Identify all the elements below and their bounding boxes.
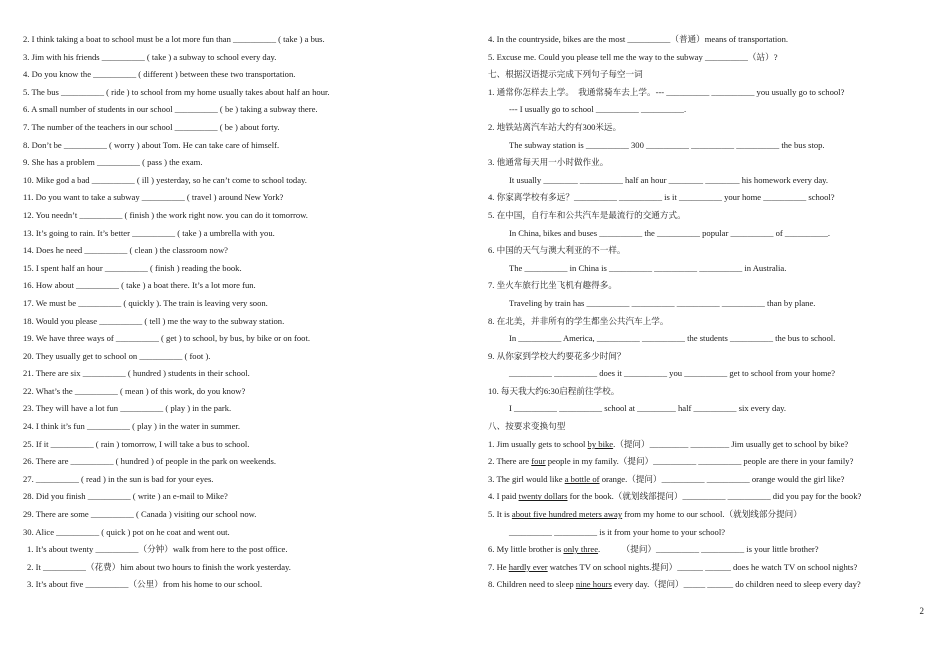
exercise-line (488, 207, 936, 225)
exercise-line (488, 31, 936, 49)
line-text: 13. It’s going to rain. It’s better __________ ( take ) a umbrella with you. (23, 227, 275, 238)
underlined-phrase: nine hours (575, 579, 612, 590)
exercise-line (23, 400, 463, 418)
line-text: 4. 你家离学校有多远？__________ __________ is it __________ your home __________ school? (488, 192, 835, 203)
line-text: 29. There are some __________ ( Canada ) visiting our school now. (23, 509, 257, 520)
exercise-line (488, 436, 936, 454)
exercise-line (23, 172, 463, 190)
line-text: . （提问）__________ __________ is your little brother? (598, 544, 819, 555)
line-text: 3. The girl would like (488, 473, 565, 484)
line-text: The subway station is __________ 300 __________ __________ __________ the bus stop. (509, 139, 825, 150)
line-text: --- I usually go to school __________ __________. (509, 104, 687, 115)
exercise-line (488, 225, 936, 243)
exercise-line (23, 225, 463, 243)
line-text: 1. Jim usually gets to school (488, 438, 588, 449)
exercise-line (23, 189, 463, 207)
underlined-phrase: a bottle of (564, 473, 600, 484)
exercise-line (23, 119, 463, 137)
line-text: watches TV on school nights.提问）______ ______ does he watch TV on school nights? (547, 561, 858, 572)
exercise-line (23, 154, 463, 172)
line-text: 27. __________ ( read ) in the sun is bad for your eyes. (23, 473, 214, 484)
line-text: 1. 通常你怎样去上学。 我通常骑车去上学。--- __________ __________ you usually go to school? (488, 86, 845, 97)
line-text: 2. There are (488, 456, 532, 467)
line-text: people in my family.（提问）__________ __________ people are there in your family? (545, 456, 854, 467)
line-text: 5. The bus __________ ( ride ) to school from my home usually takes about half an hour. (23, 86, 330, 97)
line-text: 23. They will have a lot fun __________ ( play ) in the park. (23, 403, 232, 414)
line-text: 22. What’s the __________ ( mean ) of this work, do you know? (23, 385, 246, 396)
line-text: 5. It is (488, 509, 512, 520)
exercise-line (23, 313, 463, 331)
line-text: In China, bikes and buses __________ the __________ popular __________ of __________. (509, 227, 831, 238)
line-text: 3. 他通常每天用一小时做作业。 (488, 157, 609, 168)
exercise-line (23, 453, 463, 471)
exercise-line (488, 348, 936, 366)
exercise-line (488, 154, 936, 172)
line-text: 2. I think taking a boat to school must be a lot more fun than __________ ( take ) a bus. (23, 34, 325, 44)
line-text: 3. It’s about five __________（公里）from his home to our school. (27, 579, 263, 590)
exercise-line (488, 242, 936, 260)
underlined-phrase: about five hundred meters away (511, 509, 623, 520)
line-text: 4. Do you know the __________ ( different ) between these two transportation. (23, 69, 296, 80)
exercise-line (488, 330, 936, 348)
line-text: 4. I paid (488, 491, 519, 502)
line-text: 18. Would you please __________ ( tell ) me the way to the subway station. (23, 315, 285, 326)
exercise-line (23, 330, 463, 348)
line-text: 28. Did you finish __________ ( write ) an e-mail to Mike? (23, 491, 228, 502)
exercise-line (488, 84, 936, 102)
line-text: 10. Mike god a bad __________ ( ill ) yesterday, so he can’t come to school today. (23, 174, 307, 185)
exercise-line (488, 172, 936, 190)
line-text: 2. 地铁站离汽车站大约有300米远。 (488, 121, 622, 132)
exercise-line (488, 400, 936, 418)
exercise-line (23, 365, 463, 383)
line-text: 7. He (488, 561, 509, 572)
line-text: In __________ America, __________ __________ the students __________ the bus to school. (509, 333, 836, 344)
line-text: 17. We must be __________ ( quickly ). The train is leaving very soon. (23, 297, 268, 308)
exercise-line (488, 576, 936, 594)
exercise-line (23, 49, 463, 67)
line-text: __________ __________ is it from your home to your school? (509, 526, 726, 537)
line-text: 12. You needn’t __________ ( finish ) the work right now. you can do it tomorrow. (23, 209, 308, 220)
line-text: 20. They usually get to school on __________ ( foot ). (23, 350, 211, 361)
exercise-line (23, 101, 463, 119)
exercise-line (488, 418, 936, 436)
exercise-line (23, 488, 463, 506)
page-number: 2 (919, 606, 924, 616)
exercise-line (488, 260, 936, 278)
exercise-line (23, 207, 463, 225)
line-text: 9. She has a problem __________ ( pass ) the exam. (23, 157, 203, 168)
line-text: 25. If it __________ ( rain ) tomorrow, I will take a bus to school. (23, 438, 250, 449)
line-text: 6. My little brother is (488, 544, 564, 555)
right-column (488, 31, 936, 594)
line-text: 19. We have three ways of __________ ( get ) to school, by bus, by bike or on foot. (23, 333, 310, 344)
line-text: 1. It’s about twenty __________（分钟）walk from here to the post office. (27, 544, 288, 555)
underlined-phrase: twenty dollars (518, 491, 568, 502)
exercise-line (23, 137, 463, 155)
line-text: 8. 在北美，并非所有的学生都坐公共汽车上学。 (488, 315, 669, 326)
exercise-line (488, 383, 936, 401)
line-text: 7. 坐火车旅行比坐飞机有趣得多。 (488, 280, 617, 291)
line-text: The __________ in China is __________ __________ __________ in Australia. (509, 262, 787, 273)
line-text: 10. 每天我大约6:30启程前往学校。 (488, 385, 620, 396)
line-text: Traveling by train has __________ __________ __________ __________ than by plane. (509, 297, 816, 308)
underlined-phrase: only three (563, 544, 599, 555)
line-text: every day.（提问）_____ ______ do children need to sleep every day? (611, 579, 861, 590)
line-text: 24. I think it’s fun __________ ( play ) in the water in summer. (23, 421, 240, 432)
underlined-phrase: by bike (587, 438, 614, 449)
exercise-line (488, 277, 936, 295)
line-text: 6. 中国的天气与澳大利亚的不一样。 (488, 245, 626, 256)
line-text: from my home to our school.（就划线部分提问） (622, 509, 802, 520)
line-text: 八、按要求变换句型 (488, 421, 566, 432)
exercise-line (23, 348, 463, 366)
line-text: 21. There are six __________ ( hundred ) students in their school. (23, 368, 250, 379)
line-text: __________ __________ does it __________ you __________ get to school from your home? (509, 368, 836, 379)
exercise-line (23, 418, 463, 436)
exercise-line (488, 453, 936, 471)
exercise-line (23, 84, 463, 102)
exercise-line (23, 524, 463, 542)
line-text: It usually ________ __________ half an hour ________ ________ his homework every day. (509, 174, 829, 185)
exercise-line (488, 524, 936, 542)
exercise-line (23, 295, 463, 313)
exercise-line (23, 471, 463, 489)
exercise-line (23, 260, 463, 278)
exercise-line (23, 436, 463, 454)
line-text: 14. Does he need __________ ( clean ) the classroom now? (23, 245, 228, 256)
exercise-line (23, 383, 463, 401)
exercise-line (488, 541, 936, 559)
exercise-line (23, 506, 463, 524)
left-column (23, 31, 463, 594)
exercise-line (23, 559, 463, 577)
exercise-line (488, 49, 936, 67)
exercise-line (23, 66, 463, 84)
line-text: 七、根据汉语提示完成下列句子每空一词 (488, 69, 643, 80)
exercise-line (488, 313, 936, 331)
line-text: 8. Don’t be __________ ( worry ) about Tom. He can take care of himself. (23, 139, 280, 150)
line-text: I __________ __________ school at _________ half __________ six every day. (509, 403, 787, 414)
line-text: 2. It __________（花费）him about two hours to finish the work yesterday. (27, 561, 291, 572)
line-text: 4. In the countryside, bikes are the most __________（普通）means of transportation. (488, 34, 789, 44)
line-text: .（提问）_________ _________ Jim usually get to school by bike? (613, 438, 849, 449)
exercise-line (488, 471, 936, 489)
line-text: 6. A small number of students in our school __________ ( be ) taking a subway there. (23, 104, 318, 115)
line-text: 15. I spent half an hour __________ ( finish ) reading the book. (23, 262, 242, 273)
exercise-line (488, 66, 936, 84)
exercise-line (488, 137, 936, 155)
line-text: 9. 从你家到学校大约要花多少时间？ (488, 350, 626, 361)
exercise-line (488, 365, 936, 383)
line-text: 7. The number of the teachers in our school __________ ( be ) about forty. (23, 121, 280, 132)
exercise-line (23, 576, 463, 594)
exercise-line (488, 295, 936, 313)
line-text: for the book.（就划线部提问）__________ __________ did you pay for the book? (567, 491, 862, 502)
exercise-line (488, 189, 936, 207)
line-text: 11. Do you want to take a subway __________ ( travel ) around New York? (23, 192, 284, 203)
line-text: 26. There are __________ ( hundred ) of people in the park on weekends. (23, 456, 277, 467)
exercise-line (23, 541, 463, 559)
exercise-line (23, 277, 463, 295)
line-text: 3. Jim with his friends __________ ( take ) a subway to school every day. (23, 51, 277, 62)
exercise-line (488, 119, 936, 137)
underlined-phrase: hardly ever (508, 561, 548, 572)
exercise-line (488, 559, 936, 577)
exercise-line (488, 101, 936, 119)
exercise-line (23, 31, 463, 49)
line-text: 5. 在中国，自行车和公共汽车是最流行的交通方式。 (488, 209, 686, 220)
line-text: 16. How about __________ ( take ) a boat there. It’s a lot more fun. (23, 280, 256, 291)
line-text: 30. Alice __________ ( quick ) pot on he coat and went out. (23, 526, 230, 537)
exercise-line (488, 506, 936, 524)
exercise-line (23, 242, 463, 260)
line-text: 5. Excuse me. Could you please tell me the way to the subway __________（站）? (488, 51, 778, 62)
exercise-line (488, 488, 936, 506)
line-text: 8. Children need to sleep (488, 579, 576, 590)
underlined-phrase: four (531, 456, 546, 467)
line-text: orange.（提问）__________ __________ orange would the girl like? (599, 473, 845, 484)
